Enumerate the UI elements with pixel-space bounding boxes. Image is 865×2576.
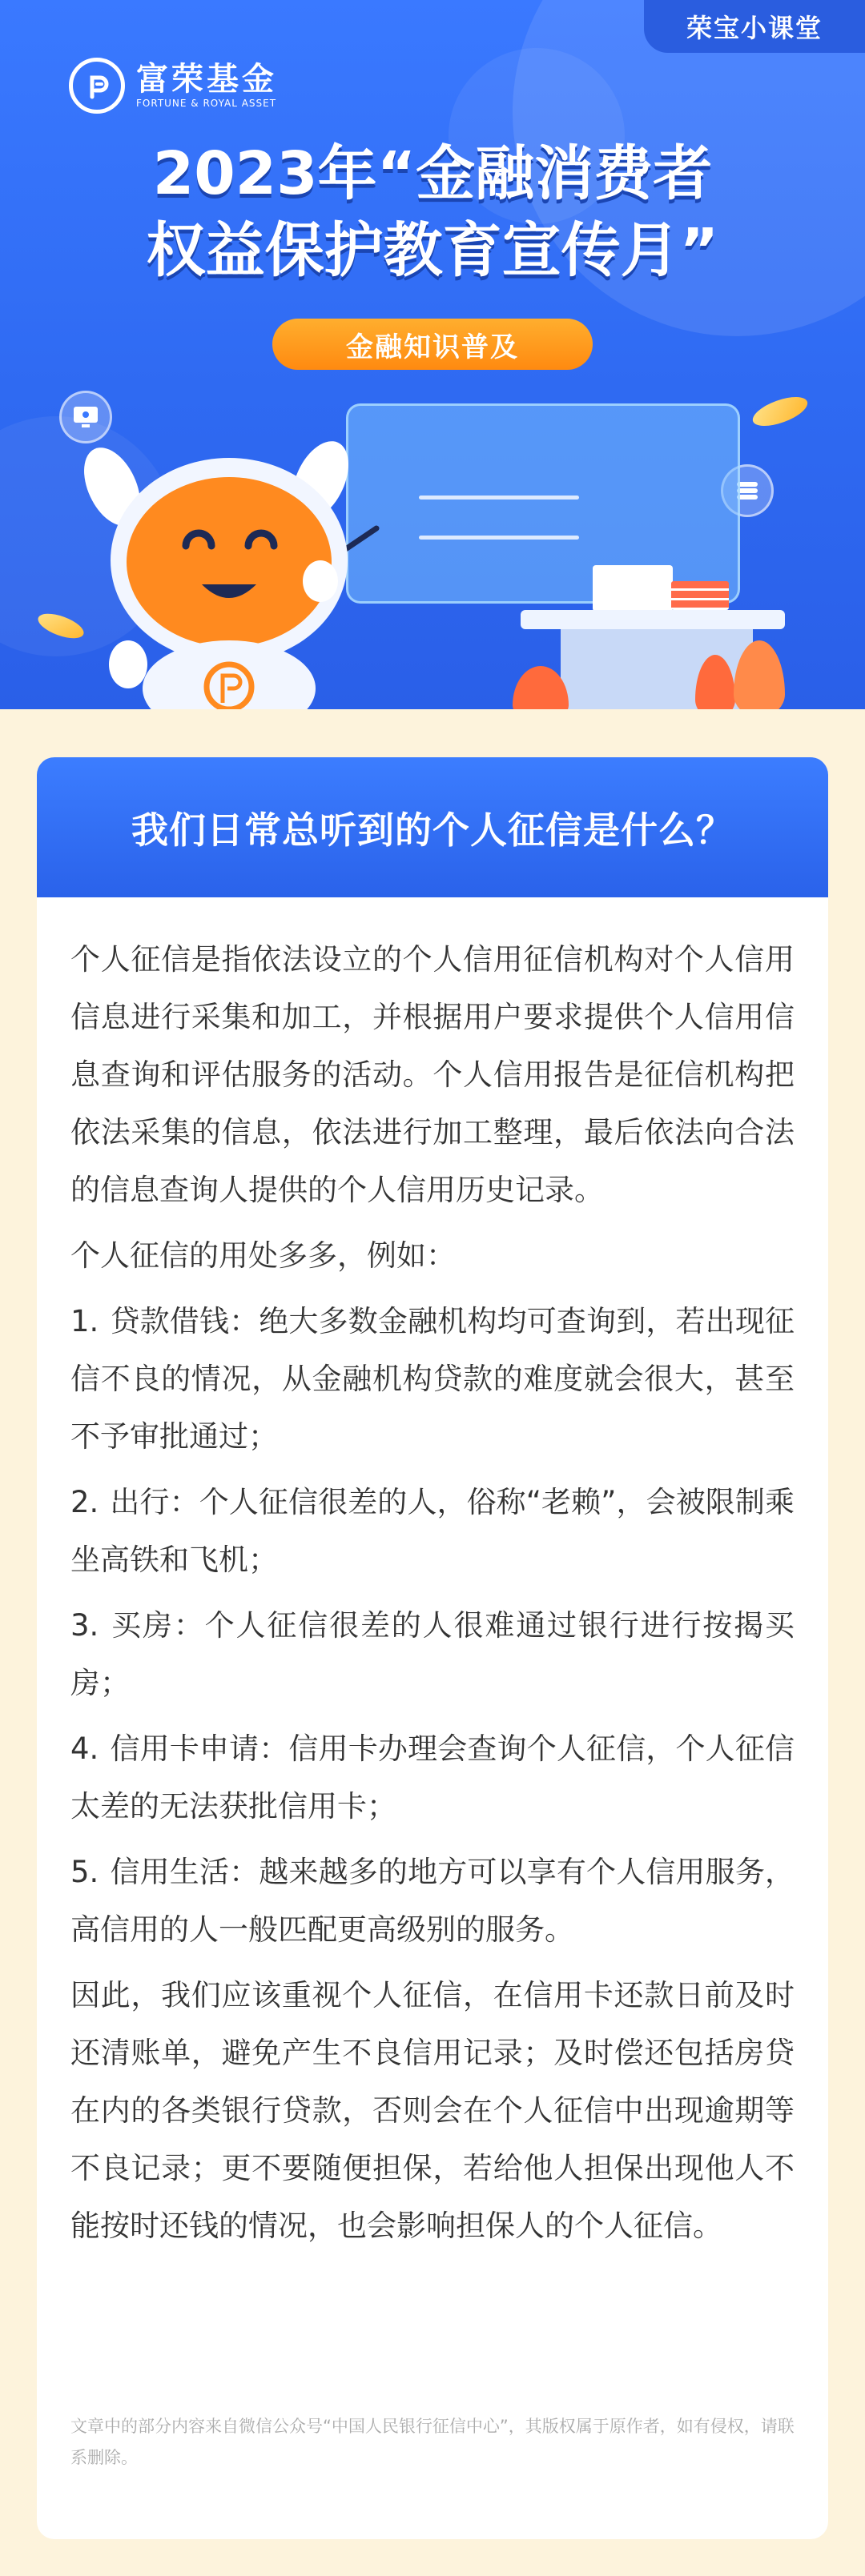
content-card — [37, 757, 828, 2539]
conclusion-paragraph: 因此，我们应该重视个人征信，在信用卡还款日前及时还清账单，避免产生不良信用记录；及时偿还包括房贷在内的各类银行贷款，否则会在个人征信中出现逾期等不良记录；更不要随便担保，若给他人担保出现他人不能按时还钱的情况，也会影响担保人的个人征信。 — [70, 1978, 795, 2243]
logo-name-en: FORTUNE & ROYAL ASSET — [136, 98, 277, 109]
list-item: 5. 信用生活：越来越多的地方可以享有个人信用服务，高信用的人一般匹配更高级别的服务。 — [70, 1855, 795, 1947]
paper-icon — [593, 565, 673, 612]
desk — [521, 610, 785, 629]
list-item: 1. 贷款借钱：绝大多数金融机构均可查询到，若出现征信不良的情况，从金融机构贷款的难度就会很大，甚至不予审批通过； — [70, 1304, 795, 1454]
copyright-footnote: 文章中的部分内容来自微信公众号“中国人民银行征信中心”，其版权属于原作者，如有侵权，请联系删除。 — [70, 2417, 795, 2467]
coin-icon — [749, 391, 811, 432]
corner-tag: 荣宝小课堂 — [644, 0, 865, 53]
card-heading: 我们日常总听到的个人征信是什么？ — [37, 757, 828, 897]
logo-mark-icon — [69, 58, 125, 114]
logo-name-cn: 富荣基金 — [136, 61, 277, 98]
page-title-line1: 2023年“金融消费者 — [152, 139, 713, 208]
list-item: 2. 出行：个人征信很差的人，俗称“老赖”，会被限制乘坐高铁和飞机； — [70, 1485, 795, 1577]
topic-pill: 金融知识普及 — [272, 319, 593, 370]
intro-paragraph: 个人征信是指依法设立的个人信用征信机构对个人信用信息进行采集和加工，并根据用户要求提供个人信用信息查询和评估服务的活动。个人信用报告是征信机构把依法采集的信息，依法进行加工整理，最后依法向合法的信息查询人提供的个人信用历史记录。 — [70, 942, 795, 1207]
article-body — [37, 931, 828, 2255]
presentation-board — [346, 403, 740, 604]
mascot-illustration — [80, 432, 384, 709]
hero-banner — [0, 0, 865, 709]
page-title-line2: 权益保护教育宣传月” — [146, 216, 719, 285]
list-item: 3. 买房：个人征信很差的人很难通过银行进行按揭买房； — [70, 1608, 795, 1700]
lead-paragraph: 个人征信的用处多多，例如： — [70, 1238, 456, 1273]
brand-logo — [69, 58, 277, 114]
list-item: 4. 信用卡申请：信用卡办理会查询个人征信，个人征信太差的无法获批信用卡； — [70, 1731, 795, 1824]
books-icon — [671, 581, 729, 610]
